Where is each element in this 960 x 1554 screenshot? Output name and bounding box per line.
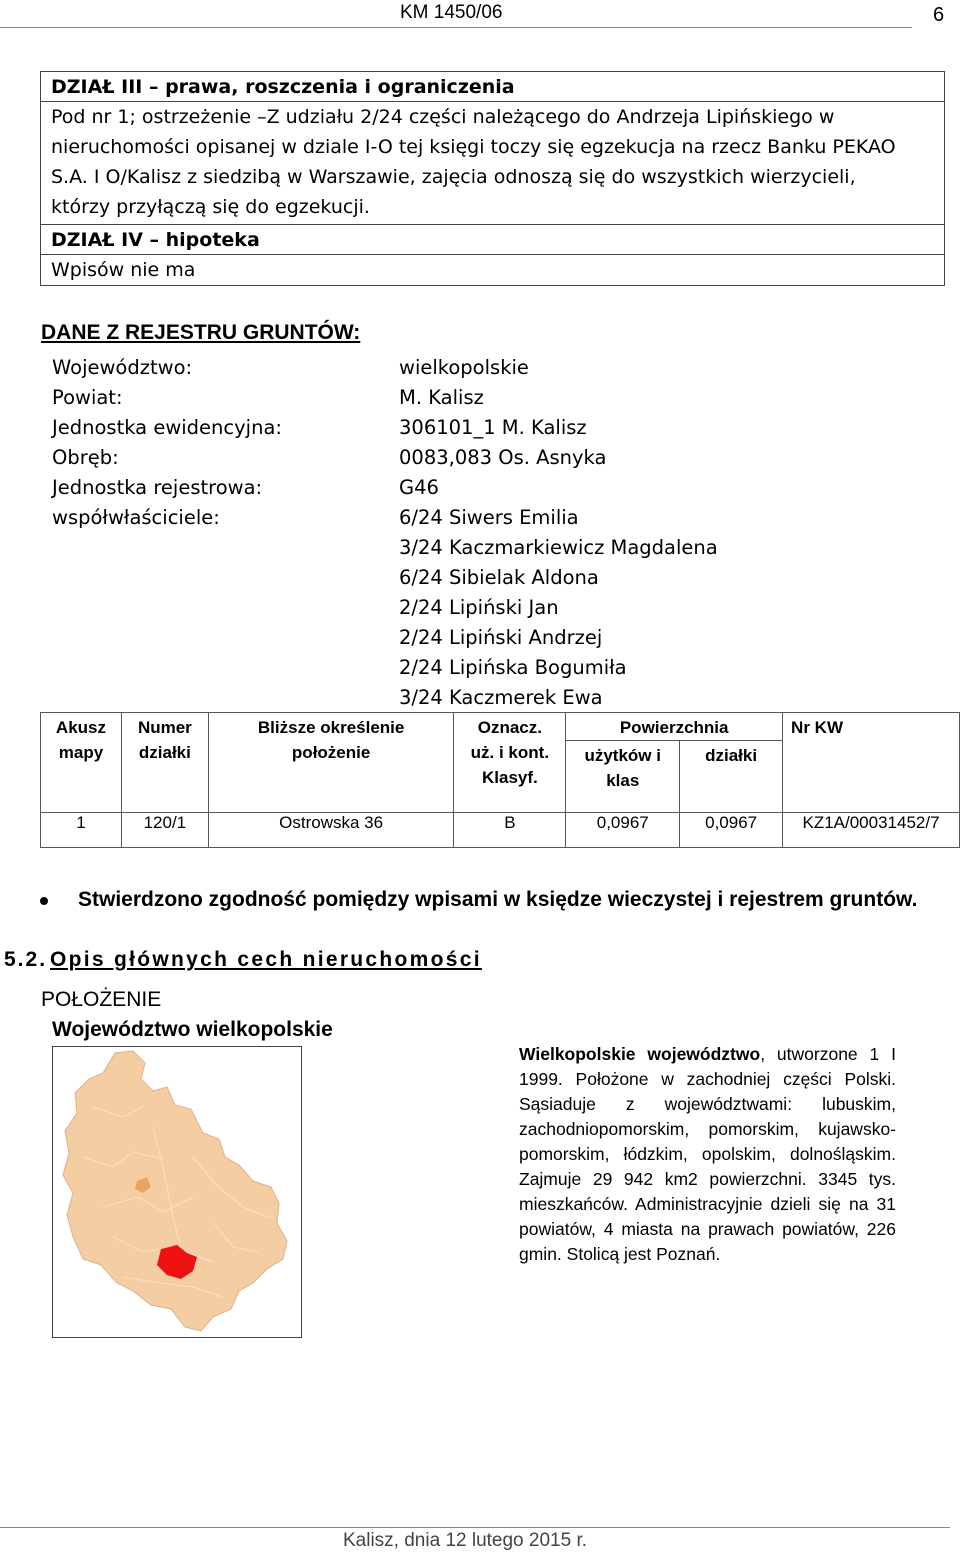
header-text: klas (606, 771, 640, 790)
cell-polozenie: Ostrowska 36 (208, 813, 454, 848)
dzial-3-line-2: nieruchomości opisanej w dziale I-O tej księgi toczy się egzekucja na rzecz Banku PEKAO (51, 136, 896, 158)
col-header-akusz (41, 713, 122, 813)
owner-entry: 2/24 Lipińska Bogumiła (399, 656, 627, 679)
register-value: G46 (399, 476, 439, 499)
document-id: KM 1450/06 (400, 2, 503, 23)
bullet-icon (40, 897, 48, 905)
header-text: Bliższe określenie (257, 718, 405, 737)
cell-akusz: 1 (41, 813, 122, 848)
table-row (41, 813, 960, 848)
col-header-nrkw: Nr KW (783, 713, 960, 813)
dzial-4-title: DZIAŁ IV – hipoteka (51, 229, 260, 251)
header-text: Numer (137, 718, 192, 737)
register-value: 0083,083 Os. Asnyka (399, 446, 607, 469)
location-heading: POŁOŻENIE (41, 988, 162, 1011)
owner-entry: 3/24 Kaczmerek Ewa (399, 686, 603, 709)
col-header-dzialki: działki (680, 741, 783, 813)
description-lead: Wielkopolskie województwo (519, 1044, 761, 1064)
description-text: , utworzone 1 I 1999. Położone w zachodniej części Polski. Sąsiaduje z województwami: lubuskim, zachodniopomorskim, pomorskim, kujawsko-pomorskim, łódzkim, opolskim, dolnośląskim. Zajmuje 29 942 km2 powierzchni. 3345 tys. mieszkańców. Administracyjnie dzieli się na 31 powiatów, 4 miasta na prawach powiatów, 226 gmin. Stolicą jest Poznań. (519, 1044, 896, 1264)
section-number: 5.2. (4, 948, 48, 971)
register-label: współwłaściciele: (52, 506, 220, 529)
dzial-3-line-1: Pod nr 1; ostrzeżenie –Z udziału 2/24 części należącego do Andrzeja Lipińskiego w (51, 106, 835, 128)
voivodeship-description (519, 1042, 896, 1267)
dzial-4-text: Wpisów nie ma (51, 259, 196, 281)
section-title: Opis głównych cech nieruchomości (50, 948, 482, 971)
header-text: Klasyf. (481, 768, 538, 787)
col-header-polozenie (208, 713, 454, 813)
header-text: uż. i kont. (470, 743, 550, 762)
header-text: Oznacz. (477, 718, 542, 737)
header-text: mapy (58, 743, 104, 762)
footer-divider (0, 1527, 950, 1528)
header-text: użytków i (584, 746, 661, 765)
dzial-4-body-box (40, 254, 945, 286)
header-text: Akusz (55, 718, 106, 737)
cell-numer: 120/1 (121, 813, 208, 848)
col-header-numer (121, 713, 208, 813)
dzial-3-box (40, 71, 945, 225)
parcel-table (40, 712, 960, 848)
region-shape (63, 1051, 287, 1331)
header-divider (0, 27, 912, 28)
owner-entry: 6/24 Sibielak Aldona (399, 566, 599, 589)
voivodeship-heading: Województwo wielkopolskie (52, 1018, 333, 1041)
voivodeship-map (52, 1046, 302, 1338)
col-header-oznacz (454, 713, 566, 813)
dzial-3-line-3: S.A. I O/Kalisz z siedzibą w Warszawie, zajęcia odnoszą się do wszystkich wierzycieli, (51, 166, 856, 188)
register-value: 306101_1 M. Kalisz (399, 416, 587, 439)
page-number: 6 (933, 4, 945, 26)
cell-uzytkow: 0,0967 (566, 813, 680, 848)
header-text: położenie (291, 743, 371, 762)
col-header-uzytkow (566, 741, 680, 813)
register-label: Obręb: (52, 446, 119, 469)
owner-entry: 3/24 Kaczmarkiewicz Magdalena (399, 536, 718, 559)
register-label: Jednostka ewidencyjna: (52, 416, 282, 439)
header-text: działki (138, 743, 191, 762)
dzial-4-title-box (40, 224, 945, 255)
cell-dzialki: 0,0967 (680, 813, 783, 848)
register-value: wielkopolskie (399, 356, 529, 379)
map-graphic (53, 1047, 300, 1336)
footer-date: Kalisz, dnia 12 lutego 2015 r. (343, 1530, 588, 1551)
register-value: 6/24 Siwers Emilia (399, 506, 579, 529)
cell-nrkw: KZ1A/00031452/7 (783, 813, 960, 848)
owner-entry: 2/24 Lipiński Andrzej (399, 626, 603, 649)
register-label: Województwo: (52, 356, 193, 379)
conformity-statement: Stwierdzono zgodność pomiędzy wpisami w księdze wieczystej i rejestrem gruntów. (78, 888, 918, 911)
owner-entry: 2/24 Lipiński Jan (399, 596, 559, 619)
col-header-powierzchnia: Powierzchnia (566, 713, 783, 741)
dzial-3-title-divider (40, 101, 945, 102)
dzial-3-line-4: którzy przyłączą się do egzekucji. (51, 196, 370, 218)
dzial-3-title: DZIAŁ III – prawa, roszczenia i ograniczenia (51, 76, 515, 98)
register-value: M. Kalisz (399, 386, 484, 409)
cell-oznacz: B (454, 813, 566, 848)
register-title: DANE Z REJESTRU GRUNTÓW: (41, 321, 361, 344)
register-label: Jednostka rejestrowa: (52, 476, 263, 499)
register-label: Powiat: (52, 386, 123, 409)
